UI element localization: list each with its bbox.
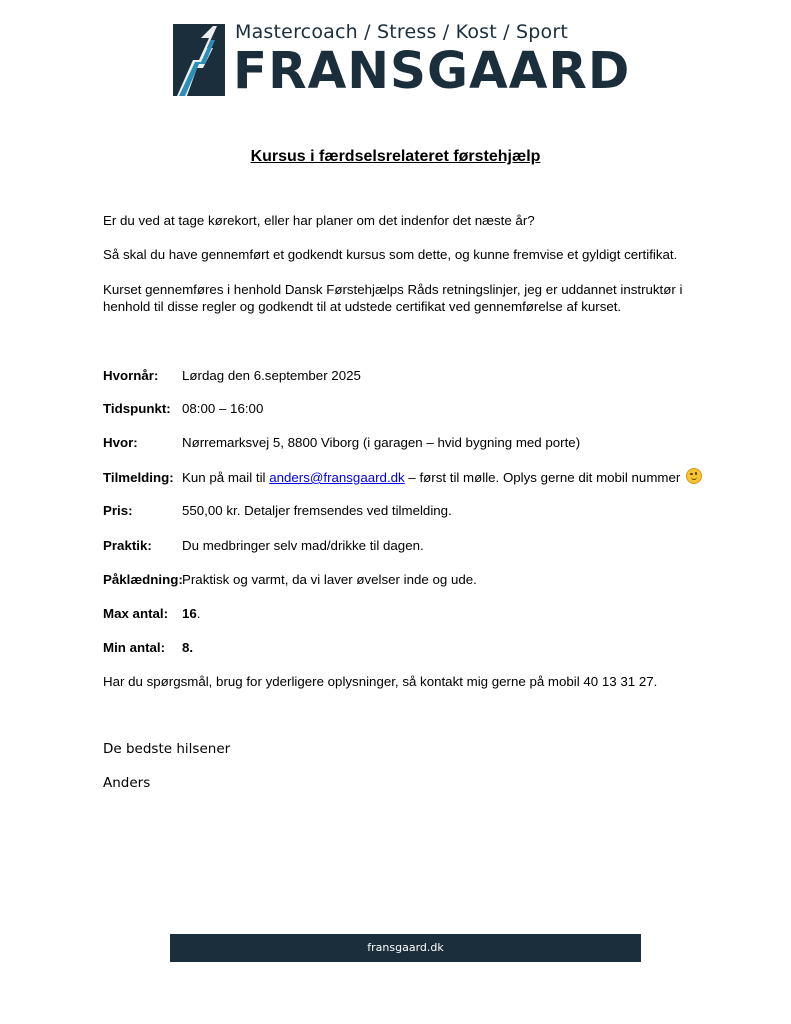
detail-label: Min antal: [103, 640, 166, 655]
footer-website: fransgaard.dk [367, 941, 444, 954]
detail-value: 08:00 – 16:00 [182, 401, 264, 416]
detail-label: Hvor: [103, 435, 138, 450]
intro-paragraph-2: Så skal du have gennemført et godkendt kursus som dette, og kunne fremvise et gyldigt certifikat. [103, 247, 678, 262]
detail-value: Nørremarksvej 5, 8800 Viborg (i garagen – hvid bygning med porte) [182, 435, 581, 450]
contact-line: Har du spørgsmål, brug for yderligere oplysninger, så kontakt mig gerne på mobil 40 13 31 27. [103, 674, 658, 689]
detail-row-time [103, 400, 263, 417]
detail-label: Tilmelding: [103, 470, 174, 485]
detail-value [182, 606, 201, 621]
detail-row-min [103, 639, 193, 656]
detail-row-when [103, 367, 361, 384]
intro-paragraph-3: Kurset gennemføres i henhold Dansk Førstehjælps Råds retningslinjer, jeg er uddannet instruktør i henhold til disse regler og godkendt til at udstede certifikat ved gennemførelse af kurset. [103, 282, 683, 314]
footer-bar [170, 934, 641, 962]
detail-label: Påklædning: [103, 572, 183, 587]
detail-row-clothing [103, 571, 477, 588]
detail-value: Lørdag den 6.september 2025 [182, 368, 361, 383]
detail-value: 550,00 kr. Detaljer fremsendes ved tilmelding. [182, 503, 452, 518]
detail-label: Pris: [103, 503, 133, 518]
intro-paragraph-1: Er du ved at tage kørekort, eller har planer om det indenfor det næste år? [103, 213, 535, 228]
detail-row-max [103, 605, 201, 622]
closing-greeting: De bedste hilsener [103, 741, 231, 757]
max-suffix: . [196, 606, 201, 621]
brand-tagline: Mastercoach / Stress / Kost / Sport [235, 21, 568, 43]
brand-logo [173, 20, 631, 101]
detail-label: Praktik: [103, 538, 152, 553]
detail-row-signup [103, 468, 702, 486]
detail-value: Du medbringer selv mad/drikke til dagen. [182, 538, 424, 553]
fransgaard-logo-mark-icon [173, 24, 225, 96]
detail-row-where [103, 434, 580, 451]
signup-suffix: – først til mølle. Oplys gerne dit mobil nummer [404, 470, 684, 485]
email-link[interactable]: anders@fransgaard.dk [269, 470, 405, 485]
wink-emoji-icon [686, 468, 702, 484]
brand-name: FRANSGAARD [233, 42, 631, 101]
detail-label: Max antal: [103, 606, 169, 621]
detail-value: Praktisk og varmt, da vi laver øvelser inde og ude. [182, 572, 477, 587]
detail-row-price [103, 502, 452, 519]
detail-value: 8. [182, 640, 194, 655]
detail-row-practical [103, 537, 424, 554]
closing-name: Anders [103, 775, 151, 791]
max-count: 16 [182, 606, 197, 621]
detail-value [182, 470, 702, 485]
page-title: Kursus i færdselsrelateret førstehjælp [250, 148, 541, 165]
detail-label: Tidspunkt: [103, 401, 171, 416]
detail-label: Hvornår: [103, 368, 159, 383]
signup-prefix: Kun på mail til [182, 470, 270, 485]
